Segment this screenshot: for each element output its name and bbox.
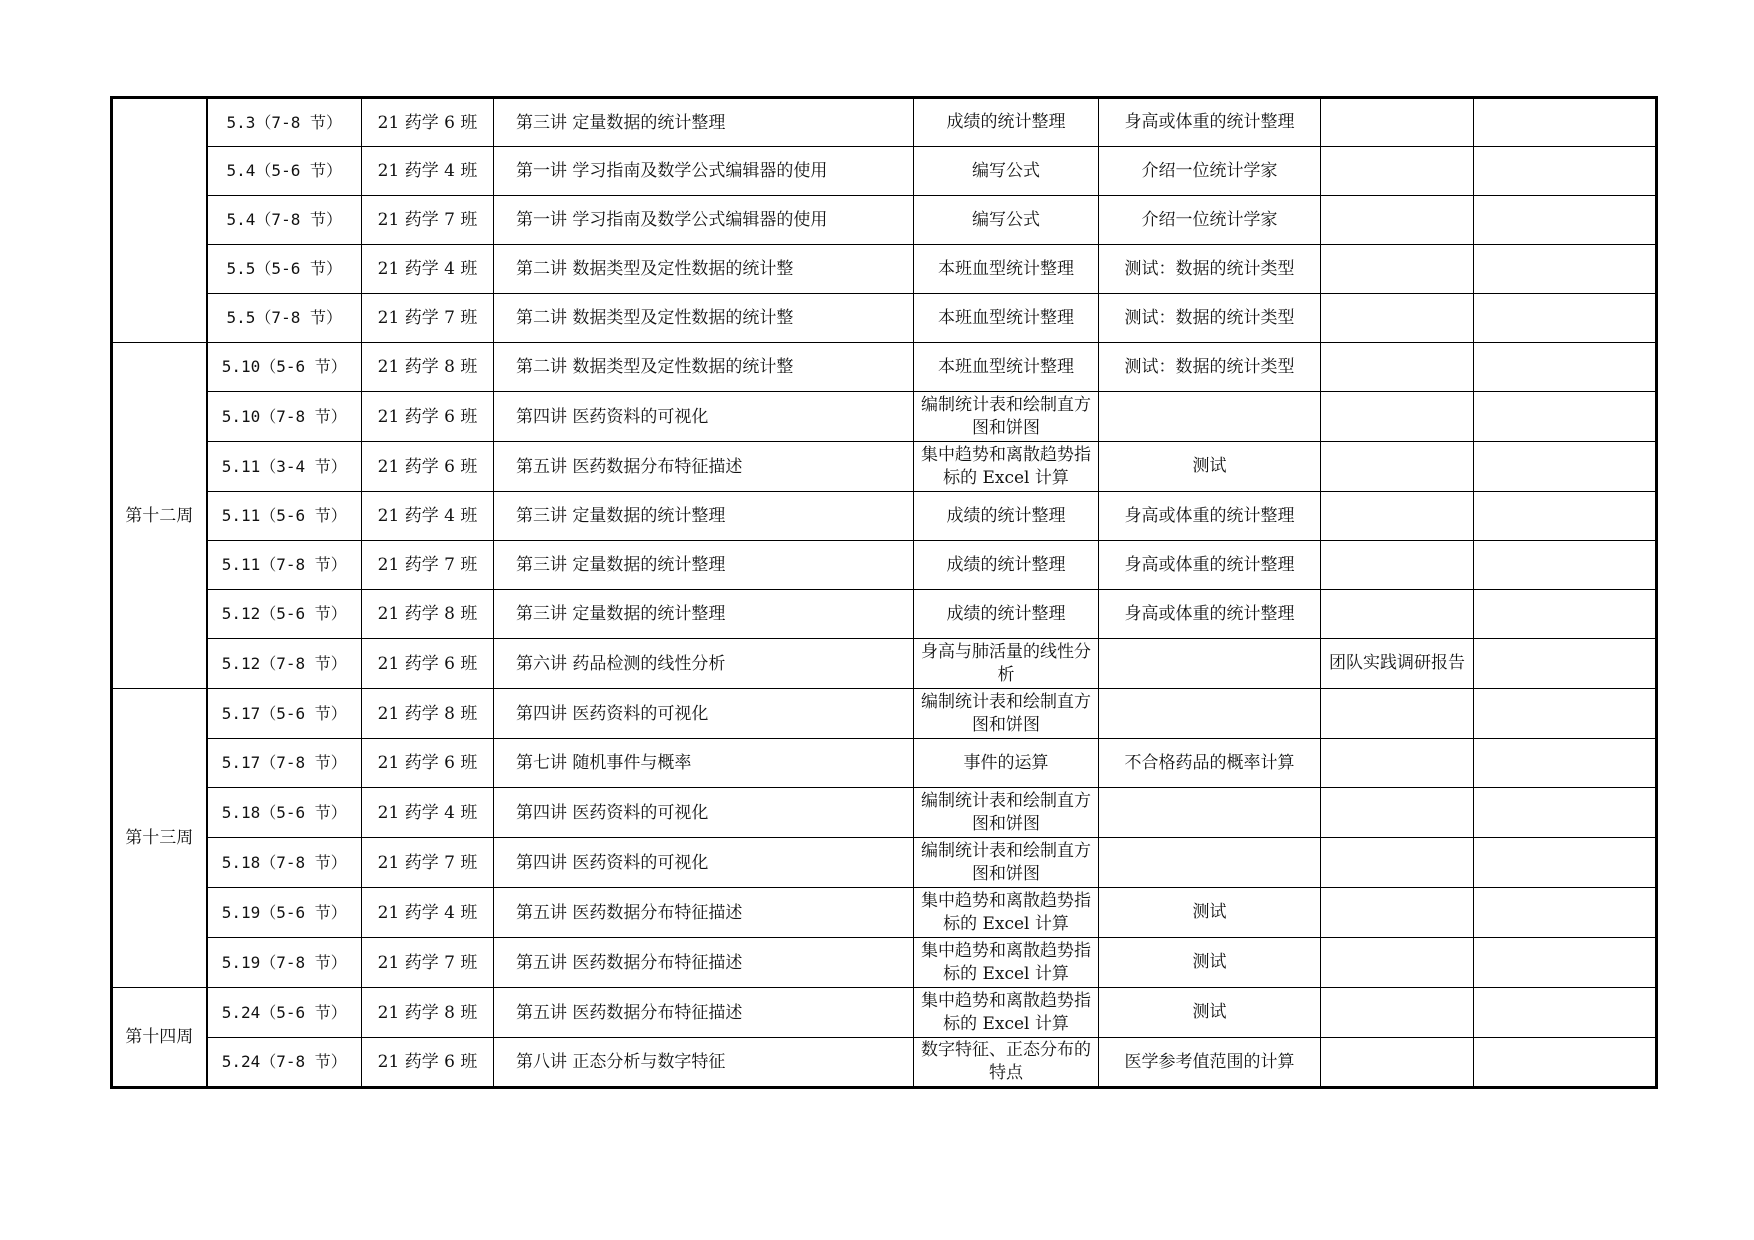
date-cell: 5.11（7-8 节） (207, 541, 362, 590)
table-row (112, 492, 1657, 541)
date-cell: 5.17（7-8 节） (207, 739, 362, 788)
task-cell: 身高或体重的统计整理 (1099, 541, 1321, 590)
task-cell: 身高或体重的统计整理 (1099, 98, 1321, 147)
lecture-cell: 第四讲 医药资料的可视化 (494, 838, 914, 888)
date-cell: 5.18（7-8 节） (207, 838, 362, 888)
note-cell (1474, 147, 1657, 196)
lecture-cell: 第五讲 医药数据分布特征描述 (494, 938, 914, 988)
lecture-cell: 第五讲 医药数据分布特征描述 (494, 442, 914, 492)
class-cell: 21 药学 7 班 (362, 938, 494, 988)
class-cell: 21 药学 6 班 (362, 1038, 494, 1088)
date-cell: 5.4（7-8 节） (207, 196, 362, 245)
task-cell: 测试 (1099, 442, 1321, 492)
practice-cell: 身高与肺活量的线性分析 (914, 639, 1099, 689)
table-row (112, 639, 1657, 689)
schedule-body (112, 98, 1657, 1088)
task-cell: 测试：数据的统计类型 (1099, 245, 1321, 294)
week-cell: 第十四周 (112, 988, 207, 1088)
class-cell: 21 药学 4 班 (362, 788, 494, 838)
task-cell: 医学参考值范围的计算 (1099, 1038, 1321, 1088)
note-cell (1474, 1038, 1657, 1088)
table-row (112, 739, 1657, 788)
lecture-cell: 第三讲 定量数据的统计整理 (494, 541, 914, 590)
date-cell: 5.19（5-6 节） (207, 888, 362, 938)
extra-cell (1321, 442, 1474, 492)
extra-cell (1321, 98, 1474, 147)
class-cell: 21 药学 4 班 (362, 492, 494, 541)
task-cell: 不合格药品的概率计算 (1099, 739, 1321, 788)
date-cell: 5.5（5-6 节） (207, 245, 362, 294)
lecture-cell: 第五讲 医药数据分布特征描述 (494, 988, 914, 1038)
practice-cell: 编制统计表和绘制直方图和饼图 (914, 392, 1099, 442)
date-cell: 5.12（7-8 节） (207, 639, 362, 689)
week-cell (112, 98, 207, 343)
task-cell: 测试：数据的统计类型 (1099, 343, 1321, 392)
note-cell (1474, 442, 1657, 492)
schedule-table (110, 96, 1658, 1089)
date-cell: 5.18（5-6 节） (207, 788, 362, 838)
practice-cell: 编写公式 (914, 196, 1099, 245)
task-cell: 介绍一位统计学家 (1099, 147, 1321, 196)
lecture-cell: 第一讲 学习指南及数学公式编辑器的使用 (494, 196, 914, 245)
class-cell: 21 药学 4 班 (362, 888, 494, 938)
note-cell (1474, 590, 1657, 639)
table-row (112, 689, 1657, 739)
class-cell: 21 药学 7 班 (362, 196, 494, 245)
extra-cell (1321, 392, 1474, 442)
class-cell: 21 药学 6 班 (362, 739, 494, 788)
class-cell: 21 药学 6 班 (362, 442, 494, 492)
practice-cell: 集中趋势和离散趋势指标的 Excel 计算 (914, 442, 1099, 492)
note-cell (1474, 294, 1657, 343)
lecture-cell: 第二讲 数据类型及定性数据的统计整 (494, 294, 914, 343)
note-cell (1474, 541, 1657, 590)
note-cell (1474, 689, 1657, 739)
practice-cell: 数字特征、正态分布的特点 (914, 1038, 1099, 1088)
extra-cell (1321, 838, 1474, 888)
date-cell: 5.5（7-8 节） (207, 294, 362, 343)
practice-cell: 成绩的统计整理 (914, 98, 1099, 147)
practice-cell: 事件的运算 (914, 739, 1099, 788)
lecture-cell: 第四讲 医药资料的可视化 (494, 689, 914, 739)
practice-cell: 集中趋势和离散趋势指标的 Excel 计算 (914, 938, 1099, 988)
date-cell: 5.24（5-6 节） (207, 988, 362, 1038)
table-row (112, 196, 1657, 245)
task-cell (1099, 689, 1321, 739)
table-row (112, 541, 1657, 590)
table-row (112, 1038, 1657, 1088)
practice-cell: 集中趋势和离散趋势指标的 Excel 计算 (914, 988, 1099, 1038)
extra-cell (1321, 689, 1474, 739)
practice-cell: 成绩的统计整理 (914, 492, 1099, 541)
class-cell: 21 药学 6 班 (362, 98, 494, 147)
date-cell: 5.19（7-8 节） (207, 938, 362, 988)
task-cell (1099, 639, 1321, 689)
task-cell: 身高或体重的统计整理 (1099, 590, 1321, 639)
practice-cell: 编写公式 (914, 147, 1099, 196)
extra-cell (1321, 788, 1474, 838)
extra-cell (1321, 541, 1474, 590)
date-cell: 5.11（3-4 节） (207, 442, 362, 492)
date-cell: 5.17（5-6 节） (207, 689, 362, 739)
extra-cell (1321, 739, 1474, 788)
lecture-cell: 第七讲 随机事件与概率 (494, 739, 914, 788)
class-cell: 21 药学 8 班 (362, 988, 494, 1038)
date-cell: 5.12（5-6 节） (207, 590, 362, 639)
lecture-cell: 第一讲 学习指南及数学公式编辑器的使用 (494, 147, 914, 196)
note-cell (1474, 196, 1657, 245)
date-cell: 5.3（7-8 节） (207, 98, 362, 147)
date-cell: 5.10（5-6 节） (207, 343, 362, 392)
task-cell: 测试 (1099, 938, 1321, 988)
table-row (112, 938, 1657, 988)
date-cell: 5.11（5-6 节） (207, 492, 362, 541)
note-cell (1474, 639, 1657, 689)
table-row (112, 392, 1657, 442)
table-row (112, 442, 1657, 492)
lecture-cell: 第六讲 药品检测的线性分析 (494, 639, 914, 689)
class-cell: 21 药学 4 班 (362, 147, 494, 196)
week-cell: 第十三周 (112, 689, 207, 988)
practice-cell: 集中趋势和离散趋势指标的 Excel 计算 (914, 888, 1099, 938)
lecture-cell: 第三讲 定量数据的统计整理 (494, 492, 914, 541)
extra-cell (1321, 343, 1474, 392)
table-row (112, 343, 1657, 392)
date-cell: 5.24（7-8 节） (207, 1038, 362, 1088)
note-cell (1474, 98, 1657, 147)
lecture-cell: 第三讲 定量数据的统计整理 (494, 98, 914, 147)
extra-cell (1321, 294, 1474, 343)
lecture-cell: 第四讲 医药资料的可视化 (494, 392, 914, 442)
table-row (112, 988, 1657, 1038)
practice-cell: 编制统计表和绘制直方图和饼图 (914, 788, 1099, 838)
practice-cell: 本班血型统计整理 (914, 245, 1099, 294)
task-cell: 测试：数据的统计类型 (1099, 294, 1321, 343)
extra-cell: 团队实践调研报告 (1321, 639, 1474, 689)
class-cell: 21 药学 6 班 (362, 639, 494, 689)
note-cell (1474, 739, 1657, 788)
table-row (112, 294, 1657, 343)
note-cell (1474, 245, 1657, 294)
practice-cell: 本班血型统计整理 (914, 294, 1099, 343)
class-cell: 21 药学 6 班 (362, 392, 494, 442)
practice-cell: 编制统计表和绘制直方图和饼图 (914, 838, 1099, 888)
extra-cell (1321, 590, 1474, 639)
task-cell (1099, 392, 1321, 442)
class-cell: 21 药学 7 班 (362, 838, 494, 888)
class-cell: 21 药学 4 班 (362, 245, 494, 294)
note-cell (1474, 838, 1657, 888)
note-cell (1474, 788, 1657, 838)
extra-cell (1321, 1038, 1474, 1088)
table-row (112, 838, 1657, 888)
task-cell (1099, 788, 1321, 838)
lecture-cell: 第二讲 数据类型及定性数据的统计整 (494, 343, 914, 392)
extra-cell (1321, 245, 1474, 294)
extra-cell (1321, 888, 1474, 938)
class-cell: 21 药学 7 班 (362, 294, 494, 343)
note-cell (1474, 938, 1657, 988)
table-row (112, 888, 1657, 938)
date-cell: 5.4（5-6 节） (207, 147, 362, 196)
extra-cell (1321, 196, 1474, 245)
class-cell: 21 药学 8 班 (362, 343, 494, 392)
class-cell: 21 药学 8 班 (362, 689, 494, 739)
task-cell (1099, 838, 1321, 888)
lecture-cell: 第五讲 医药数据分布特征描述 (494, 888, 914, 938)
practice-cell: 成绩的统计整理 (914, 541, 1099, 590)
table-row (112, 98, 1657, 147)
table-row (112, 788, 1657, 838)
extra-cell (1321, 492, 1474, 541)
note-cell (1474, 392, 1657, 442)
class-cell: 21 药学 8 班 (362, 590, 494, 639)
practice-cell: 本班血型统计整理 (914, 343, 1099, 392)
extra-cell (1321, 988, 1474, 1038)
week-cell: 第十二周 (112, 343, 207, 689)
lecture-cell: 第四讲 医药资料的可视化 (494, 788, 914, 838)
lecture-cell: 第八讲 正态分析与数字特征 (494, 1038, 914, 1088)
class-cell: 21 药学 7 班 (362, 541, 494, 590)
date-cell: 5.10（7-8 节） (207, 392, 362, 442)
lecture-cell: 第二讲 数据类型及定性数据的统计整 (494, 245, 914, 294)
table-row (112, 245, 1657, 294)
table-row (112, 590, 1657, 639)
extra-cell (1321, 147, 1474, 196)
lecture-cell: 第三讲 定量数据的统计整理 (494, 590, 914, 639)
practice-cell: 编制统计表和绘制直方图和饼图 (914, 689, 1099, 739)
extra-cell (1321, 938, 1474, 988)
task-cell: 测试 (1099, 988, 1321, 1038)
note-cell (1474, 343, 1657, 392)
practice-cell: 成绩的统计整理 (914, 590, 1099, 639)
task-cell: 身高或体重的统计整理 (1099, 492, 1321, 541)
task-cell: 介绍一位统计学家 (1099, 196, 1321, 245)
note-cell (1474, 988, 1657, 1038)
table-row (112, 147, 1657, 196)
note-cell (1474, 492, 1657, 541)
note-cell (1474, 888, 1657, 938)
task-cell: 测试 (1099, 888, 1321, 938)
